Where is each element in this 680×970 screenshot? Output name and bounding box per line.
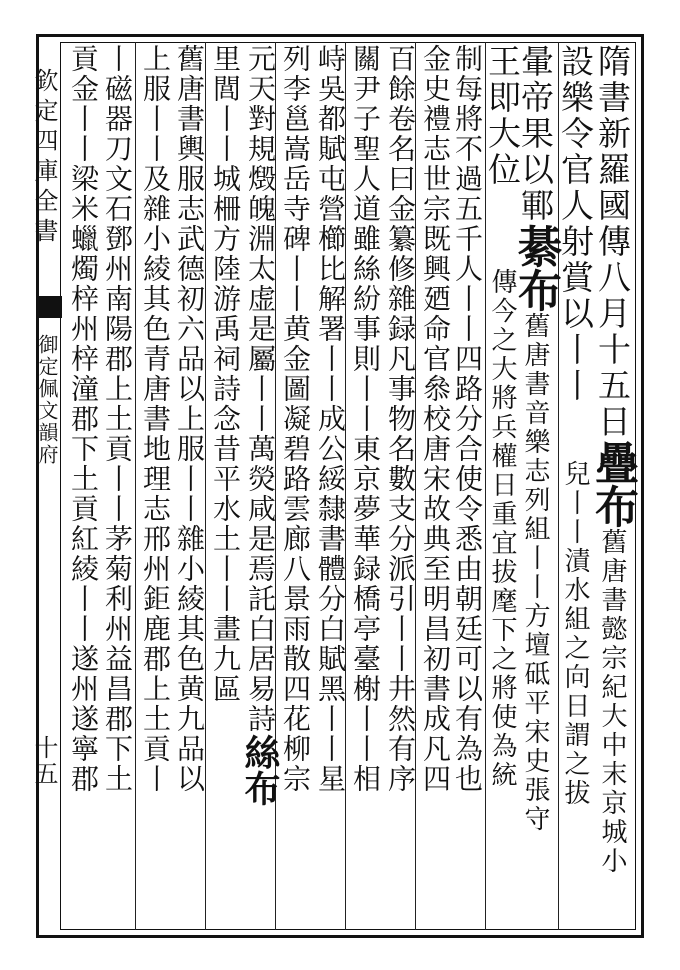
text-column-8	[348, 44, 380, 928]
text-column-16	[66, 44, 98, 928]
col-11-heading: 絲布	[239, 734, 281, 806]
text-column-5	[450, 44, 482, 928]
col-12-text: 里閭丨丨城柵方陸游禹祠詩念昔平水土丨丨畫九區	[209, 44, 242, 704]
text-column-7	[383, 44, 415, 928]
text-column-4	[483, 44, 522, 928]
page-number: 十五	[30, 735, 58, 787]
col-3-seg-3: 舊唐書音樂志列組丨丨方壇砥平宋史張守	[520, 312, 550, 834]
col-15-text: 丨磁器刀文石鄧州南陽郡上土貢丨丨茅菊利州益昌郡下土	[101, 44, 134, 794]
col-2-seg-1: 設樂令官人射賞以丨丨	[556, 44, 595, 404]
text-column-10	[278, 44, 310, 928]
col-4-seg-1: 王即大位	[483, 44, 522, 188]
margin-column	[30, 44, 62, 928]
col-8-text: 關尹子聖人道雖絲紛事則丨丨東京夢華録橋亭臺榭丨丨相	[349, 44, 382, 794]
col-10-text: 列李邕嵩岳寺碑丨丨黄金圖凝碧路雲廊八景雨散四花柳宗	[279, 44, 312, 794]
text-column-12	[208, 44, 240, 928]
col-6-text: 金史禮志世宗既興廼命官叅校唐宋故典至明昌初書成凡四	[419, 44, 452, 794]
fish-tail-marker	[36, 296, 62, 318]
col-16-text: 貢金丨丨梁米蠟燭梓州梓潼郡下土貢紅綾丨丨遂州遂寧郡	[67, 44, 100, 794]
col-9-text: 峙吳都賦屯營櫛比解署丨丨成公綏隸書體分白賦黑丨丨星	[314, 44, 347, 794]
col-1-seg-1: 隋書新羅國傳八月十五日	[593, 44, 632, 440]
text-column-6	[418, 44, 450, 928]
column-rule	[135, 42, 136, 930]
col-5-text: 制每將不過五千人丨丨四路分合使令悉由朝廷可以有為也	[451, 44, 484, 794]
text-column-14	[138, 44, 170, 928]
col-1-seg-3: 舊唐書懿宗紀大中末京城小	[597, 528, 627, 876]
text-column-1	[587, 44, 638, 928]
col-2-seg-2: 兒丨丨漬水組之向日謂之拔	[560, 460, 590, 808]
col-3-seg-1: 暈帝果以鄆	[516, 44, 555, 224]
col-1-heading: 疊布	[587, 440, 638, 528]
text-column-15	[100, 44, 132, 928]
col-7-text: 百餘卷名曰金纂修雜録凡事物名數支分派引丨丨井然有序	[384, 44, 417, 794]
col-14-text: 上服丨丨及雜小綾其色青唐書地理志邢州鉅鹿郡上土貢丨	[139, 44, 172, 794]
text-column-11	[239, 44, 281, 928]
text-column-2	[556, 44, 595, 928]
col-13-text: 舊唐書輿服志武德初六品以上服丨丨雜小綾其色黄九品以	[173, 44, 206, 794]
col-4-seg-2: 傳今之大將兵權日重宜拔麾下之將使為統	[487, 268, 517, 790]
col-3-heading: 綦布	[510, 224, 561, 312]
text-column-9	[313, 44, 345, 928]
work-title: 御定佩文韻府	[35, 334, 59, 466]
text-column-13	[172, 44, 204, 928]
col-11-text: 元天對規燬魄淵太虚是屬丨丨萬熒咸是焉託白居易詩	[244, 44, 277, 734]
book-title: 欽定四庫全書	[30, 68, 58, 248]
text-column-3	[510, 44, 561, 928]
